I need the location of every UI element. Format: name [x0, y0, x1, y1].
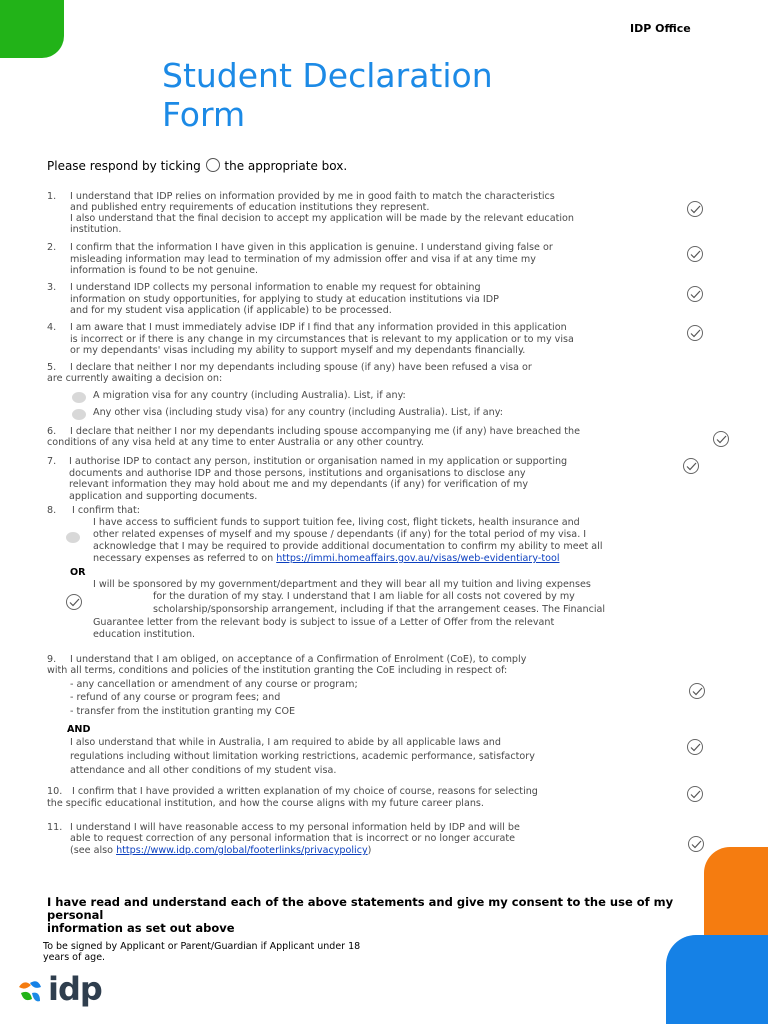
item-9-and: AND [67, 724, 91, 735]
item-9-dash-2: - refund of any course or program fees; and [70, 692, 281, 703]
item-8-a-line-4 [93, 553, 560, 565]
item-4-line-3: or my dependants' visas including my ability to support myself and my dependants financially. [70, 345, 526, 356]
item-9-line-2: with all terms, conditions and policies of the institution granting the CoE including in respect of: [47, 665, 508, 676]
item-9-e-line-2: regulations including without limitation working restrictions, academic performance, satisfactory [70, 751, 535, 762]
item-2-number: 2. [47, 242, 57, 253]
checkmark-icon [690, 329, 701, 338]
item-1-checkbox[interactable] [687, 201, 703, 217]
item-7-line-4: application and supporting documents. [69, 491, 258, 502]
item-1-line-1: I understand that IDP relies on information provided by me in good faith to match the characteristics [70, 191, 555, 202]
corner-blue-shape [666, 935, 768, 1024]
sign-note [43, 941, 360, 963]
item-6-checkbox[interactable] [713, 431, 729, 447]
item-7-line-3: relevant information they may hold about me and my dependants (if any) for verification of my [69, 479, 529, 490]
item-11-close-paren: ) [367, 845, 372, 856]
evidentiary-tool-link[interactable]: https://immi.homeaffairs.gov.au/visas/web-evidentiary-tool [276, 553, 560, 564]
checkmark-icon [690, 743, 701, 752]
checkmark-icon [69, 598, 80, 607]
corner-green-shape [0, 0, 64, 58]
checkmark-icon [690, 205, 701, 214]
item-8-a-line-3: acknowledge that I may be required to provide additional documentation to confirm my ability to meet all [93, 541, 603, 552]
item-11-line-1: I understand I will have reasonable access to my personal information held by IDP and will be [70, 822, 520, 833]
item-5-line-1: I declare that neither I nor my dependants including spouse (if any) have been refused a visa or [70, 362, 532, 373]
consent-statement [47, 896, 673, 935]
tick-circle-icon [206, 158, 220, 172]
item-8-option-a-radio[interactable] [66, 532, 80, 543]
item-11-number: 11. [47, 822, 63, 833]
item-2-line-1: I confirm that the information I have given in this application is genuine. I understand giving false or [70, 242, 553, 253]
item-6-line-2: conditions of any visa held at any time to enter Australia or any other country. [47, 437, 424, 448]
checkmark-icon [690, 790, 701, 799]
item-11-line-3 [70, 845, 371, 857]
checkmark-icon [690, 250, 701, 259]
item-11-line-2: able to request correction of any personal information that is incorrect or no longer accurate [70, 833, 516, 844]
item-2-line-2: misleading information may lead to termination of my admission offer and visa if at any time my [70, 254, 536, 265]
item-8-b-line-5: education institution. [93, 629, 196, 640]
item-6-number: 6. [47, 426, 57, 437]
item-8-b-line-1: I will be sponsored by my government/department and they will bear all my tuition and living expenses [93, 579, 591, 590]
sign-note-line-1: To be signed by Applicant or Parent/Guardian if Applicant under 18 [43, 941, 361, 952]
sign-note-line-2: years of age. [43, 952, 106, 963]
item-7-line-2: documents and authorise IDP and those persons, institutions and organisations to disclose any [69, 468, 526, 479]
item-5-number: 5. [47, 362, 57, 373]
checkmark-icon [690, 290, 701, 299]
item-8-option-b-checkbox[interactable] [66, 594, 82, 610]
item-11-see-also: (see also [70, 845, 114, 856]
item-2-line-3: information is found to be not genuine. [70, 265, 259, 276]
item-8-b-line-2: for the duration of my stay. I understand that I am liable for all costs not covered by my [153, 591, 575, 602]
item-3-line-3: and for my student visa application (if applicable) to be processed. [70, 305, 392, 316]
item-1-line-4: institution. [70, 224, 122, 235]
checkmark-icon [692, 687, 703, 696]
item-7-checkbox[interactable] [683, 458, 699, 474]
item-1-line-2: and published entry requirements of education institutions they represent. [70, 202, 430, 213]
item-5-line-2: are currently awaiting a decision on: [47, 373, 223, 384]
consent-line-3: information as set out above [47, 921, 235, 935]
item-3-checkbox[interactable] [687, 286, 703, 302]
item-6-line-1: I declare that neither I nor my dependants including spouse accompanying me (if any) have breached the [70, 426, 580, 437]
idp-logo [18, 970, 118, 1011]
item-9-dash-1: - any cancellation or amendment of any course or program; [70, 679, 358, 690]
item-5-option-b-radio[interactable] [72, 409, 86, 420]
item-3-number: 3. [47, 282, 57, 293]
item-8-b-line-3: scholarship/sponsorship arrangement, including if that the arrangement ceases. The Financial [153, 604, 606, 615]
item-9-checkbox[interactable] [689, 683, 705, 699]
page-title [162, 56, 493, 134]
item-8-a-line-4-text: necessary expenses as referred to on [93, 553, 274, 564]
item-4-number: 4. [47, 322, 57, 333]
item-4-line-2: is incorrect or if there is any change in my circumstances that is relevant to my application or to my visa [70, 334, 574, 345]
item-5-option-a-radio[interactable] [72, 392, 86, 403]
item-9-and-checkbox[interactable] [687, 739, 703, 755]
item-4-checkbox[interactable] [687, 325, 703, 341]
corner-orange-shape [704, 847, 768, 937]
item-9-number: 9. [47, 654, 57, 665]
item-10-checkbox[interactable] [687, 786, 703, 802]
checkmark-icon [686, 462, 697, 471]
office-label: IDP Office [630, 22, 691, 35]
item-8-a-line-2: other related expenses of myself and my spouse / dependants (if any) for the total period of my visa. I [93, 529, 587, 540]
item-3-line-2: information on study opportunities, for applying to study at education institutions via IDP [70, 294, 499, 305]
item-5-option-a: A migration visa for any country (including Australia). List, if any: [93, 390, 406, 401]
item-11-checkbox[interactable] [688, 836, 704, 852]
item-9-e-line-3: attendance and all other conditions of my student visa. [70, 765, 337, 776]
item-8-a-line-1: I have access to sufficient funds to support tuition fee, living cost, flight tickets, health insurance and [93, 517, 580, 528]
item-10-line-2: the specific educational institution, and how the course aligns with my future career plans. [47, 798, 484, 809]
item-8-line-1: I confirm that: [72, 505, 141, 516]
instruction-before: Please respond by ticking [47, 159, 201, 173]
instruction [47, 158, 347, 173]
instruction-after: the appropriate box. [224, 159, 348, 173]
item-1-number: 1. [47, 191, 57, 202]
item-8-or: OR [70, 567, 86, 578]
item-8-number: 8. [47, 505, 57, 516]
title-line-2: Form [162, 95, 246, 134]
item-9-e-line-1: I also understand that while in Australia, I am required to abide by all applicable laws and [70, 737, 501, 748]
item-3-line-1: I understand IDP collects my personal information to enable my request for obtaining [70, 282, 481, 293]
title-line-1: Student Declaration [162, 56, 493, 95]
idp-logo-mark-icon [18, 977, 42, 1011]
privacy-policy-link[interactable]: https://www.idp.com/global/footerlinks/privacypolicy [116, 845, 368, 856]
checkmark-icon [691, 840, 702, 849]
idp-logo-text: idp [48, 970, 102, 1008]
item-10-number: 10. [47, 786, 63, 797]
consent-line-2: personal [47, 908, 104, 922]
item-10-line-1: I confirm that I have provided a written explanation of my choice of course, reasons for selecting [72, 786, 538, 797]
item-8-b-line-4: Guarantee letter from the relevant body is subject to issue of a Letter of Offer from the relevant [93, 617, 555, 628]
item-4-line-1: I am aware that I must immediately advise IDP if I find that any information provided in this application [70, 322, 567, 333]
item-7-line-1: I authorise IDP to contact any person, institution or organisation named in my application or supporting [69, 456, 568, 467]
checkmark-icon [716, 435, 727, 444]
item-9-line-1: I understand that I am obliged, on acceptance of a Confirmation of Enrolment (CoE), to comply [70, 654, 527, 665]
item-9-dash-3: - transfer from the institution granting my COE [70, 706, 296, 717]
item-5-option-b: Any other visa (including study visa) for any country (including Australia). List, if any: [93, 407, 503, 418]
item-1-line-3: I also understand that the final decision to accept my application will be made by the relevant education [70, 213, 574, 224]
item-7-number: 7. [47, 456, 57, 467]
consent-line-1: I have read and understand each of the above statements and give my consent to the use of my [47, 895, 674, 909]
item-2-checkbox[interactable] [687, 246, 703, 262]
